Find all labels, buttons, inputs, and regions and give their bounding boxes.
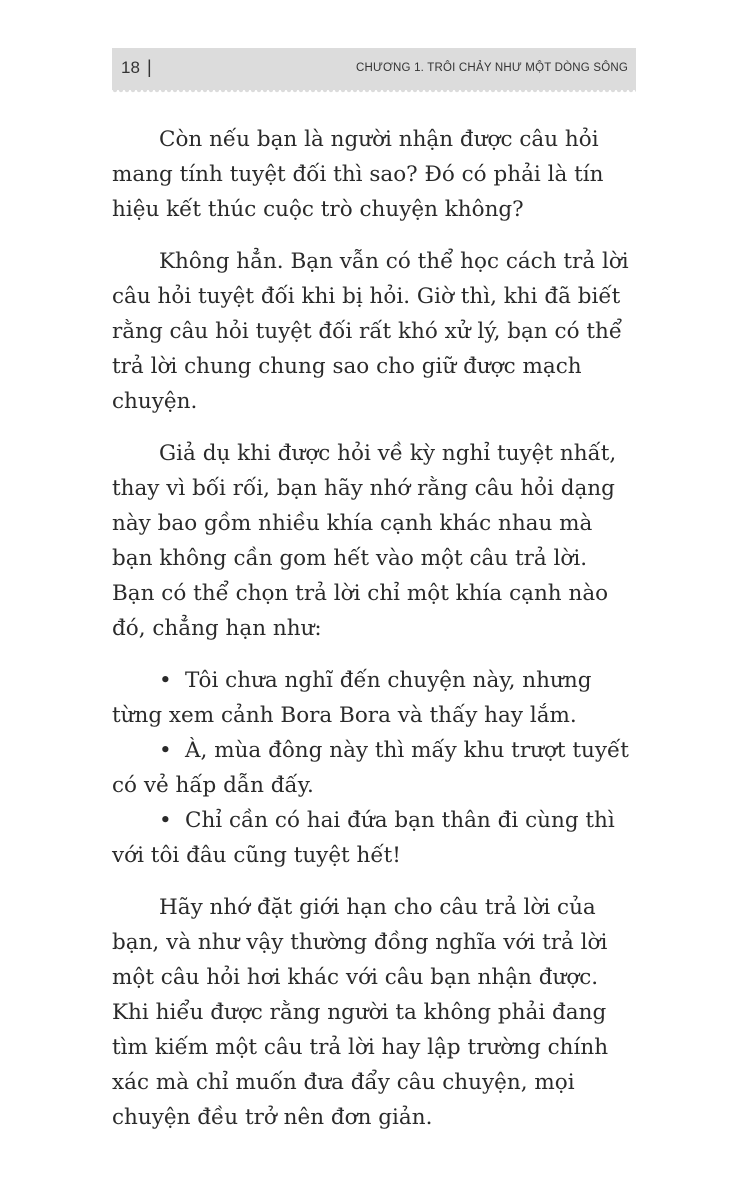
paragraph-3: Giả dụ khi được hỏi về kỳ nghỉ tuyệt nhất, thay vì bối rối, bạn hãy nhớ rằng câu hỏi dạng này bao gồm nhiều khía cạnh khác nhau mà bạn không cần gom hết vào một câu trả lời. Bạn có thể chọn trả lời chỉ một khía cạnh nào đó, chẳng hạn như: bbox=[112, 441, 617, 641]
header-separator: | bbox=[147, 57, 152, 77]
page-number: 18 bbox=[121, 58, 140, 77]
list-item bbox=[112, 733, 636, 803]
list-item-text: À, mùa đông này thì mấy khu trượt tuyết có vẻ hấp dẫn đấy. bbox=[112, 738, 629, 798]
example-answers-list bbox=[112, 663, 636, 873]
paragraph-2: Không hẳn. Bạn vẫn có thể học cách trả lời câu hỏi tuyệt đối khi bị hỏi. Giờ thì, khi đã biết rằng câu hỏi tuyệt đối rất khó xử lý, bạn có thể trả lời chung chung sao cho giữ được mạch chuyện. bbox=[112, 249, 629, 414]
bullet-icon: • bbox=[159, 808, 172, 833]
list-item bbox=[112, 803, 636, 873]
chapter-title: CHƯƠNG 1. TRÔI CHẢY NHƯ MỘT DÒNG SÔNG bbox=[355, 62, 628, 74]
bullet-icon: • bbox=[159, 668, 172, 693]
list-item bbox=[112, 663, 636, 733]
list-item-text: Tôi chưa nghĩ đến chuyện này, nhưng từng xem cảnh Bora Bora và thấy hay lắm. bbox=[112, 668, 592, 728]
paragraph-4: Hãy nhớ đặt giới hạn cho câu trả lời của bạn, và như vậy thường đồng nghĩa với trả lời một câu hỏi hơi khác với câu bạn nhận được. Khi hiểu được rằng người ta không phải đang tìm kiếm một câu trả lời hay lập trường chính xác mà chỉ muốn đưa đẩy câu chuyện, mọi chuyện đều trở nên đơn giản. bbox=[112, 895, 609, 1130]
page-body bbox=[112, 122, 636, 1152]
list-item-text: Chỉ cần có hai đứa bạn thân đi cùng thì với tôi đâu cũng tuyệt hết! bbox=[112, 808, 615, 868]
page-header bbox=[112, 48, 636, 90]
paragraph-1: Còn nếu bạn là người nhận được câu hỏi mang tính tuyệt đối thì sao? Đó có phải là tín hiệu kết thúc cuộc trò chuyện không? bbox=[112, 127, 604, 222]
bullet-icon: • bbox=[159, 738, 172, 763]
